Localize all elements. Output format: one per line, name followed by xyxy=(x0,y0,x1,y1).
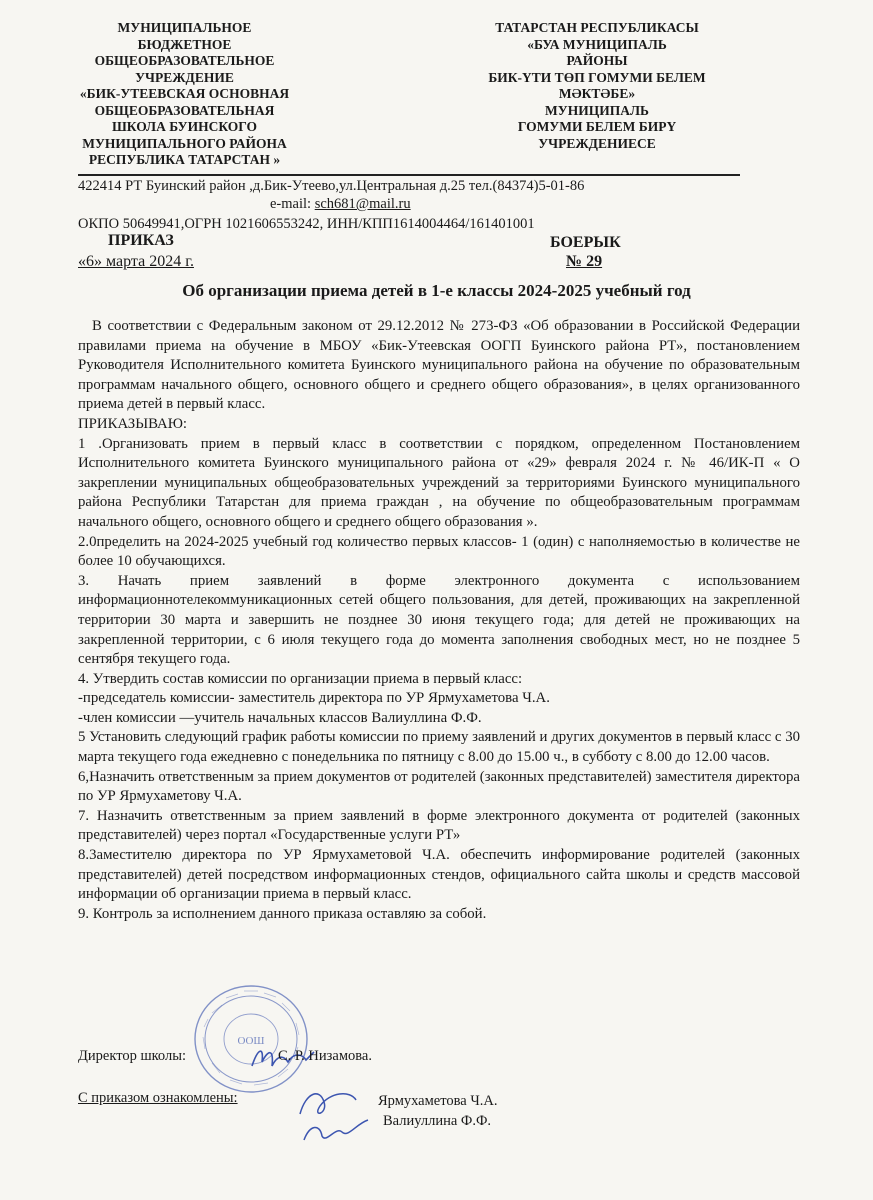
school-stamp xyxy=(192,983,310,1095)
order-number: № 29 xyxy=(566,253,603,270)
header-right-line: УЧРЕЖДЕНИЕСЕ xyxy=(538,135,656,151)
header-left-line: МУНИЦИПАЛЬНОГО РАЙОНА xyxy=(82,135,287,151)
staff-autographs xyxy=(290,1084,380,1154)
header-left-line: «БИК-УТЕЕВСКАЯ ОСНОВНАЯ xyxy=(79,86,290,101)
order-item: -председатель комиссии- заместитель директора по УР Ярмухаметова Ч.А. xyxy=(78,690,550,707)
order-item: -член комиссии —учитель начальных классов Валиуллина Ф.Ф. xyxy=(78,709,482,726)
header-right-line: МУНИЦИПАЛЬ xyxy=(545,102,649,118)
header-right-block xyxy=(468,20,726,152)
order-date: «6» марта 2024 г. xyxy=(78,253,194,270)
order-item: 1 .Организовать прием в первый класс в соответствии с порядком, определенном Постановлением Исполнительного комитета Буинского муниципального района от «29» февраля 2024 г. № 46/ИК-П « О закреплении муниципальных общеобразовательных учреждений за территориями Буинского муниципального района Республики Татарстан для приема граждан , на обучение по общеобразовательным программам начального общего, основного общего и среднего общего образования ». xyxy=(78,435,800,530)
email-link[interactable]: sch681@mail.ru xyxy=(314,196,411,212)
order-label-tt: БОЕРЫК xyxy=(550,234,621,251)
order-item: 8.3аместителю директора по УР Ярмухаметовой Ч.А. обеспечить информирование родителей (законных представителей) детей посредством информационных стендов, официального сайта школы и средств массовой информации об организации приема в первый класс. xyxy=(78,847,800,903)
order-title: Об организации приема детей в 1-е классы 2024-2025 учебный год xyxy=(182,281,691,300)
order-label-ru: ПРИКАЗ xyxy=(108,232,174,249)
header-left-line: ШКОЛА БУИНСКОГО xyxy=(111,119,258,134)
order-item: 3. Начать прием заявлений в форме электронного документа с использованием информационнотелекоммуникационных сетей общего пользования, для детей, проживающих на закрепленной территории 30 марта и завершить не позднее 30 июня текущего года; для детей не проживающих на закрепленной территории, с 6 июля текущего года до момента заполнения свободных мест, но не позднее 5 сентября текущего года. xyxy=(78,572,800,668)
header-left-block xyxy=(62,20,307,169)
order-item: 2.0пределить на 2024-2025 учебный год количество первых классов- 1 (один) с наполняемостью в количестве не более 10 обучающихся. xyxy=(78,533,800,570)
order-item: 4. Утвердить состав комиссии по организации приема в первый класс: xyxy=(78,670,523,687)
header-left-line: ОБЩЕОБРАЗОВАТЕЛЬНАЯ xyxy=(94,102,275,118)
address-line: 422414 РТ Буинский район ,д.Бик-Утеево,ул.Центральная д.25 тел.(84374)5-01-86 xyxy=(78,178,585,194)
stamp-text: ООШ xyxy=(237,1035,265,1047)
acquainted-label: С приказом ознакомлены: xyxy=(78,1090,238,1106)
header-right-line: ТАТАРСТАН РЕСПУБЛИКАСЫ xyxy=(495,20,699,35)
order-body xyxy=(78,317,800,924)
header-left-line: ОБЩЕОБРАЗОВАТЕЛЬНОЕ xyxy=(94,53,275,68)
email-label: e-mail: xyxy=(270,196,315,212)
header-left-line: БЮДЖЕТНОЕ xyxy=(137,36,232,52)
header-divider xyxy=(78,174,740,176)
header-left-line: МУНИЦИПАЛЬНОЕ xyxy=(117,20,252,35)
order-item: 9. Контроль за исполнением данного приказа оставляю за собой. xyxy=(78,905,487,922)
header-left-line: УЧРЕЖДЕНИЕ xyxy=(135,69,234,85)
header-left-line: РЕСПУБЛИКА ТАТАРСТАН » xyxy=(88,152,281,167)
header-right-line: «БУА МУНИЦИПАЛЬ xyxy=(527,36,667,52)
order-word: ПРИКАЗЫВАЮ: xyxy=(78,415,188,432)
order-item: 5 Установить следующий график работы комиссии по приему заявлений и других документов в первый класс с 30 марта текущего года ежедневно с понедельника по пятницу с 8.00 до 15.00 ч., в субботу с 8.00 до 12.00 часов. xyxy=(78,729,800,766)
staff-name: Валиуллина Ф.Ф. xyxy=(383,1113,492,1129)
header-right-line: БИК-ҮТИ ТӨП ГОМУМИ БЕЛЕМ xyxy=(488,69,706,85)
header-right-line: РАЙОНЫ xyxy=(566,53,628,68)
header-right-line: ГОМУМИ БЕЛЕМ БИРҮ xyxy=(517,119,677,134)
staff-name: Ярмухаметова Ч.А. xyxy=(378,1093,498,1109)
director-label: Директор школы: xyxy=(78,1048,186,1064)
header-right-line: МӘКТӘБЕ» xyxy=(558,86,636,101)
codes-line: ОКПО 50649941,ОГРН 1021606553242, ИНН/КПП1614004464/161401001 xyxy=(78,216,535,232)
director-name: С. Р. Низамова. xyxy=(278,1048,372,1064)
preamble-paragraph: В соответствии с Федеральным законом от 29.12.2012 № 273-ФЗ «Об образовании в Российской Федерации правилами приема на обучение в МБОУ «Бик-Утеевская ООГП Буинского района РТ», постановлением Руководителя Исполнительного комитета Буинского муниципального района на обучение по образовательным программам начального общего, основного общего и среднего общего образования», в целях организованного приема детей в первый класс. xyxy=(78,318,800,413)
email-line xyxy=(270,196,411,213)
order-item: 7. Назначить ответственным за прием заявлений в форме электронного документа от родителей (законных представителей) через портал «Государственные услуги РТ» xyxy=(78,807,800,844)
order-item: 6,Назначить ответственным за прием документов от родителей (законных представителей) заместителя директора по УР Ярмухаметову Ч.А. xyxy=(78,768,800,805)
